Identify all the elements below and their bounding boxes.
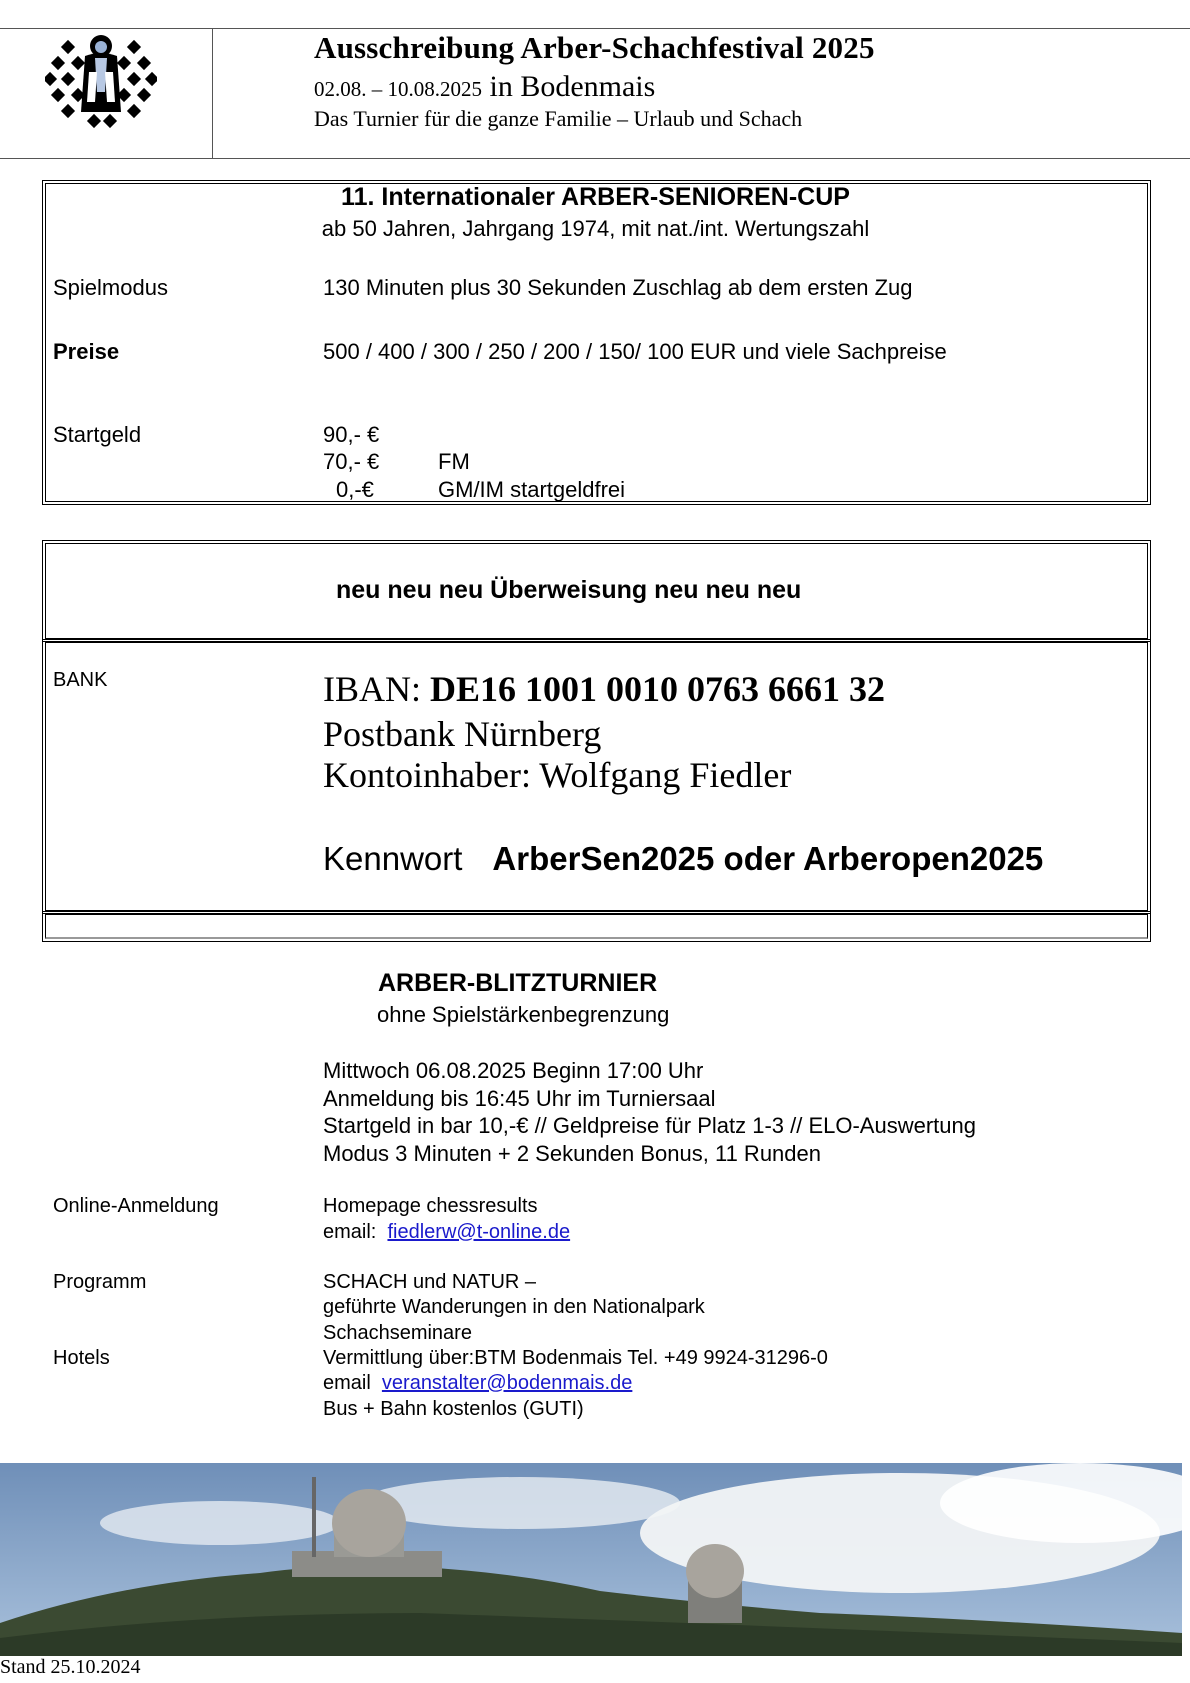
keyword-line — [323, 840, 1043, 878]
header-top-line — [0, 28, 1190, 29]
programm-line: Schachseminare — [323, 1322, 472, 1344]
arber-mountain-photo — [0, 1463, 1182, 1656]
preise-value: 500 / 400 / 300 / 250 / 200 / 150/ 100 EUR und viele Sachpreise — [323, 339, 947, 364]
hotels-line: Vermittlung über:BTM Bodenmais Tel. +49 9924-31296-0 — [323, 1347, 828, 1369]
bank-label: BANK — [53, 669, 108, 691]
spielmodus-value: 130 Minuten plus 30 Sekunden Zuschlag ab dem ersten Zug — [323, 275, 913, 300]
iban-line — [323, 668, 885, 710]
hotels-email-line — [323, 1372, 632, 1395]
keyword-value: ArberSen2025 oder Arberopen2025 — [492, 840, 1044, 877]
page-title: Ausschreibung Arber-Schachfestival 2025 — [314, 30, 875, 65]
startgeld-label: Startgeld — [53, 422, 142, 447]
blitz-title: ARBER-BLITZTURNIER — [378, 969, 658, 997]
hotels-email-prefix: email — [323, 1372, 382, 1394]
fee-amount: 70,- € — [323, 449, 380, 474]
fee-amount: 0,-€ — [336, 477, 374, 502]
online-email-line — [323, 1221, 570, 1244]
senior-cup-title: 11. Internationaler ARBER-SENIOREN-CUP — [341, 183, 850, 211]
programm-label: Programm — [53, 1271, 147, 1293]
blitz-line: Startgeld in bar 10,-€ // Geldpreise für Platz 1-3 // ELO-Auswertung — [323, 1113, 976, 1138]
online-email-prefix: email: — [323, 1221, 388, 1243]
online-email-link[interactable]: fiedlerw@t-online.de — [387, 1221, 571, 1243]
iban-label: IBAN: — [323, 669, 430, 709]
event-dates — [314, 70, 655, 104]
blitz-line: Modus 3 Minuten + 2 Sekunden Bonus, 11 Runden — [323, 1141, 821, 1166]
blitz-line: Mittwoch 06.08.2025 Beginn 17:00 Uhr — [323, 1058, 704, 1083]
bank-name: Postbank Nürnberg — [323, 714, 602, 754]
preise-label: Preise — [53, 339, 120, 364]
spielmodus-label: Spielmodus — [53, 275, 168, 300]
fee-amount: 90,- € — [323, 422, 380, 447]
iban-value: DE16 1001 0010 0763 6661 32 — [430, 669, 886, 709]
spacer-box — [45, 914, 1148, 939]
programm-line: geführte Wanderungen in den Nationalpark — [323, 1296, 705, 1318]
programm-line: SCHACH und NATUR – — [323, 1271, 537, 1293]
fee-note: GM/IM startgeldfrei — [438, 477, 626, 502]
transfer-heading: neu neu neu Überweisung neu neu neu — [336, 576, 802, 604]
online-homepage: Homepage chessresults — [323, 1195, 538, 1217]
account-holder: Kontoinhaber: Wolfgang Fiedler — [323, 755, 792, 795]
fee-note: FM — [438, 449, 470, 474]
stand-date: Stand 25.10.2024 — [0, 1656, 141, 1678]
header-divider — [212, 28, 213, 159]
keyword-label: Kennwort — [323, 840, 463, 877]
header-bottom-line — [0, 158, 1190, 159]
hotels-line: Bus + Bahn kostenlos (GUTI) — [323, 1398, 584, 1420]
senior-cup-subtitle: ab 50 Jahren, Jahrgang 1974, mit nat./int. Wertungszahl — [321, 216, 870, 241]
date-range: 02.08. – 10.08.2025 — [314, 77, 482, 101]
hotels-label: Hotels — [53, 1347, 110, 1369]
tagline: Das Turnier für die ganze Familie – Urlaub und Schach — [314, 106, 803, 131]
chess-logo-icon — [45, 32, 157, 130]
hotels-email-link[interactable]: veranstalter@bodenmais.de — [381, 1372, 633, 1394]
online-label: Online-Anmeldung — [53, 1195, 219, 1217]
blitz-line: Anmeldung bis 16:45 Uhr im Turniersaal — [323, 1086, 716, 1111]
event-location: in Bodenmais — [482, 70, 656, 103]
blitz-subtitle: ohne Spielstärkenbegrenzung — [377, 1002, 670, 1027]
